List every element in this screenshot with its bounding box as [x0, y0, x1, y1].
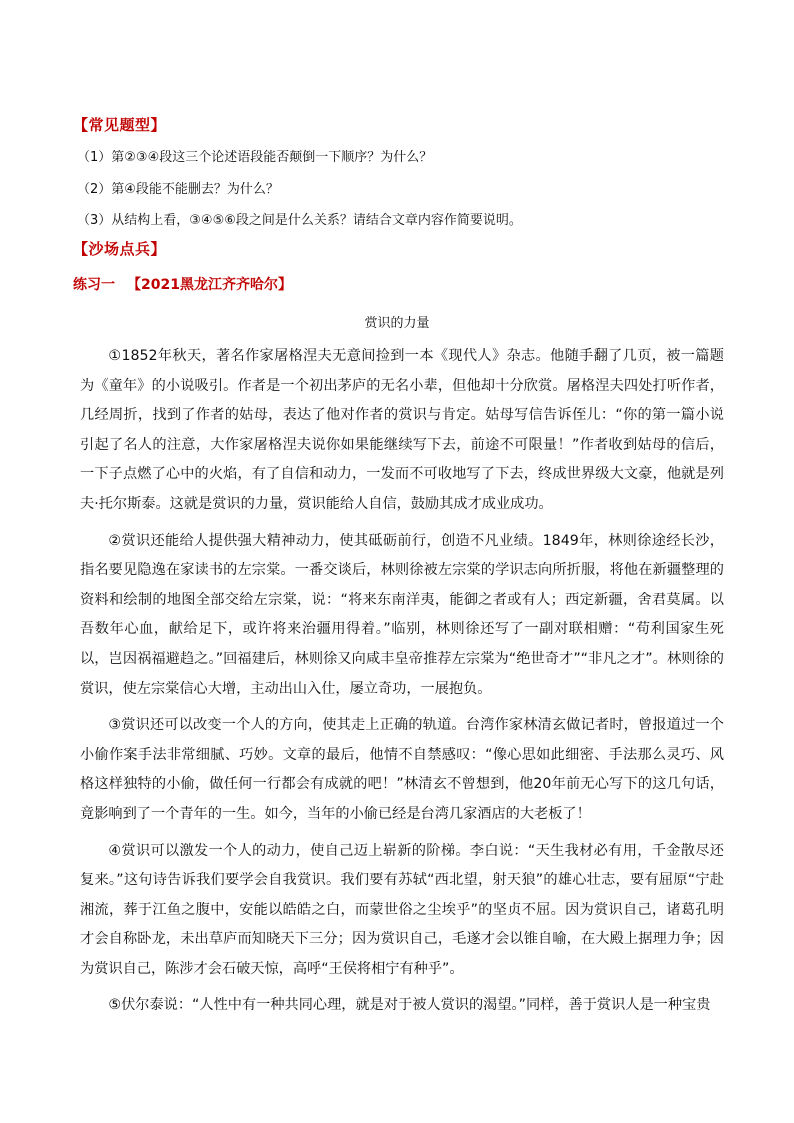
exercise-heading: [73, 274, 292, 294]
article-paragraph-4: ④赏识可以激发一个人的动力，使自己迈上崭新的阶梯。李白说：“天生我材必有用，千金散尽还复来。”这句诗告诉我们要学会自我赏识。我们要有苏轼“西北望，射天狼”的雄心壮志，要有屈原“宁赴湘流，葬于江鱼之腹中，安能以皓皓之白，而蒙世俗之尘埃乎”的坚贞不屈。因为赏识自己，诸葛孔明才会自称卧龙，未出草庐而知晓天下三分；因为赏识自己，毛遂才会以锥自喻，在大殿上据理力争；因为赏识自己，陈涉才会石破天惊，高呼“王侯将相宁有种乎”。: [80, 842, 724, 977]
question-3: （3）从结构上看，③④⑤⑥段之间是什么关系？请结合文章内容作简要说明。: [77, 213, 522, 228]
exercise-label: 练习一: [73, 277, 115, 293]
article-paragraph-2: ②赏识还能给人提供强大精神动力，使其砥砺前行，创造不凡业绩。1849年，林则徐途经长沙，指名要见隐逸在家读书的左宗棠。一番交谈后，林则徐被左宗棠的学识志向所折服，将他在新疆整理的资料和绘制的地图全部交给左宗棠，说：“将来东南洋夷，能御之者或有人；西定新疆，舍君莫属。以吾数年心血，献给足下，或许将来治疆用得着。”临别，林则徐还写了一副对联相赠：“苟利国家生死以，岂因祸福避趋之。”回福建后，林则徐又向咸丰皇帝推荐左宗棠为“绝世奇才”“非凡之才”。林则徐的赏识，使左宗棠信心大增，主动出山入仕，屡立奇功，一展抱负。: [80, 532, 724, 697]
article-paragraph-5: ⑤伏尔泰说：“人性中有一种共同心理，就是对于被人赏识的渴望。”同样，善于赏识人是一种宝贵: [108, 997, 711, 1014]
question-1: （1）第②③④段这三个论述语段能否颠倒一下顺序？为什么？: [77, 150, 433, 165]
exercise-source: 【2021黑龙江齐齐哈尔】: [127, 277, 292, 293]
question-2: （2）第④段能不能删去？为什么？: [77, 182, 279, 197]
article-body: [80, 342, 724, 1028]
section-heading-common-questions: 【常见题型】: [73, 116, 167, 134]
article-paragraph-1: ①1852年秋天，著名作家屠格涅夫无意间捡到一本《现代人》杂志。他随手翻了几页，被一篇题为《童年》的小说吸引。作者是一个初出茅庐的无名小辈，但他却十分欣赏。屠格涅夫四处打听作者，几经周折，找到了作者的姑母，表达了他对作者的赏识与肯定。姑母写信告诉侄儿：“你的第一篇小说引起了名人的注意，大作家屠格涅夫说你如果能继续写下去，前途不可限量！”作者收到姑母的信后，一下子点燃了心中的火焰，有了自信和动力，一发而不可收地写了下去，终成世界级大文豪，他就是列夫·托尔斯泰。这就是赏识的力量，赏识能给人自信，鼓励其成才成业成功。: [80, 348, 724, 512]
article-title: 赏识的力量: [364, 316, 430, 331]
article-paragraph-3: ③赏识还可以改变一个人的方向，使其走上正确的轨道。台湾作家林清玄做记者时，曾报道过一个小偷作案手法非常细腻、巧妙。文章的最后，他情不自禁感叹：“像心思如此细密、手法那么灵巧、风格这样独特的小偷，做任何一行都会有成就的吧！”林清玄不曾想到，他20年前无心写下的这几句话，竟影响到了一个青年的一生。如今，当年的小偷已经是台湾几家酒店的大老板了！: [80, 717, 724, 822]
section-heading-practice: 【沙场点兵】: [73, 240, 167, 258]
